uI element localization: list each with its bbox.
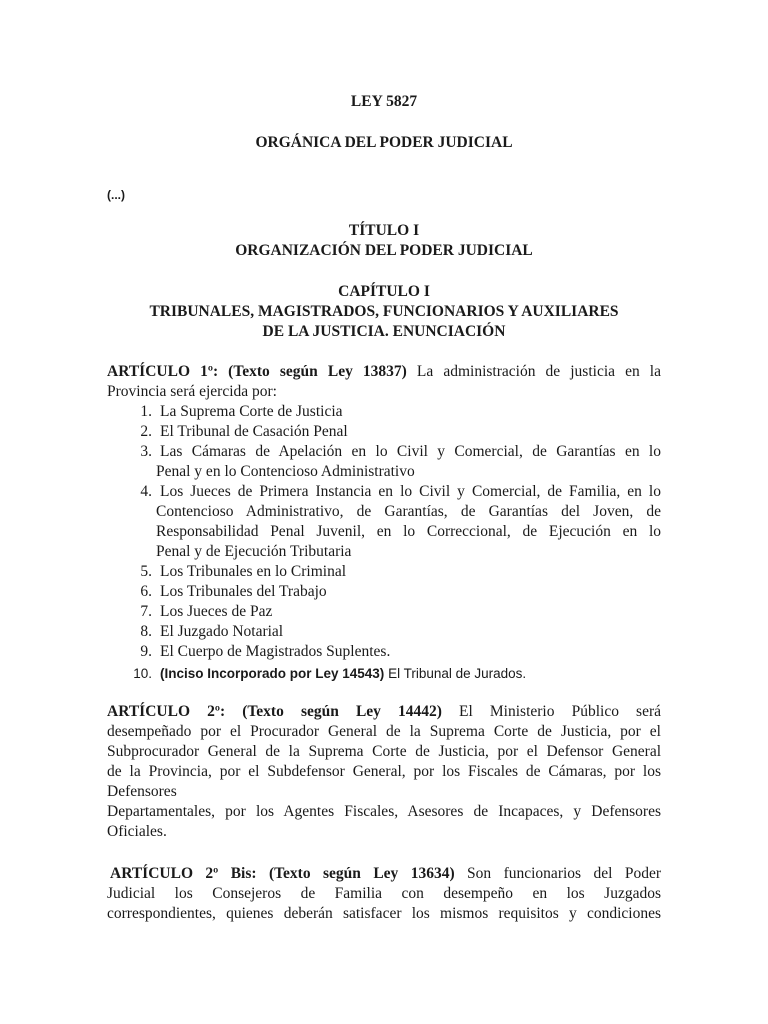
list-item-text: [154, 442, 661, 482]
list-item-number: 7.: [140, 603, 152, 620]
articulo-2-bis-line1-text: Son funcionarios del Poder: [467, 865, 661, 882]
articulo-2-bis-heading: ARTÍCULO 2º Bis: (Texto según Ley 13634): [110, 865, 455, 882]
law-title: ORGÁNICA DEL PODER JUDICIAL: [255, 134, 513, 151]
paragraph-line: Departamentales, por los Agentes Fiscales, Asesores de Incapaces, y Defensores: [107, 803, 661, 820]
paragraph-line: Defensores: [107, 783, 177, 800]
list-item: [107, 422, 661, 442]
list-item-number: 5.: [140, 563, 152, 580]
list-item-line: Penal y de Ejecución Tributaria: [156, 543, 352, 560]
list-item-number: 9.: [140, 643, 152, 660]
list-item-text: [154, 582, 661, 602]
list-item-line: El Tribunal de Casación Penal: [160, 423, 348, 440]
articulo-1-line2: Provincia será ejercida por:: [107, 383, 277, 400]
capitulo-name-line2: DE LA JUSTICIA. ENUNCIACIÓN: [262, 323, 506, 340]
law-number: LEY 5827: [350, 93, 418, 110]
list-item-number: 4.: [140, 483, 152, 500]
list-item-number: 2.: [140, 423, 152, 440]
list-item: [107, 562, 661, 582]
list-item-line: Contencioso Administrativo, de Garantías, de Garantías del Joven, de: [156, 503, 661, 520]
list-item-line: La Suprema Corte de Justicia: [160, 403, 343, 420]
paragraph-line: desempeñado por el Procurador General de la Suprema Corte de Justicia, por el: [107, 723, 661, 740]
list-item-line: Los Tribunales en lo Criminal: [160, 563, 346, 580]
list-item: [107, 402, 661, 422]
inciso-note: (Inciso Incorporado por Ley 14543): [160, 666, 385, 681]
articulo-2-bis: [107, 864, 661, 924]
capitulo-name-line1: TRIBUNALES, MAGISTRADOS, FUNCIONARIOS Y AUXILIARES: [149, 303, 619, 320]
list-item-line: Los Jueces de Paz: [160, 603, 273, 620]
articulo-2-bis-line1: [107, 864, 661, 884]
articulo-1-intro: [107, 362, 661, 402]
list-item-line: Responsabilidad Penal Juvenil, en lo Correccional, de Ejecución en lo: [156, 523, 661, 540]
titulo-name: ORGANIZACIÓN DEL PODER JUDICIAL: [235, 242, 533, 259]
list-item-line: Los Jueces de Primera Instancia en lo Civil y Comercial, de Familia, en lo: [160, 483, 661, 500]
list-item: [107, 622, 661, 642]
list-item-line: El Juzgado Notarial: [160, 623, 284, 640]
paragraph-line: Oficiales.: [107, 823, 167, 840]
articulo-1-line1: [107, 362, 661, 382]
list-item-number: 6.: [140, 583, 152, 600]
articulo-1-intro-text: La administración de justicia en la: [416, 363, 661, 380]
list-item: [107, 582, 661, 602]
list-item-text: [154, 422, 661, 442]
list-item: [107, 642, 661, 662]
list-item-text: [154, 402, 661, 422]
list-item: [107, 664, 661, 684]
list-item-line: Penal y en lo Contencioso Administrativo: [156, 463, 415, 480]
paragraph-line: Subprocurador General de la Suprema Corte de Justicia, por el Defensor General: [107, 743, 661, 760]
list-item: [107, 602, 661, 622]
articulo-2: [107, 702, 661, 842]
paragraph-line: de la Provincia, por el Subdefensor General, por los Fiscales de Cámaras, por los: [107, 763, 661, 780]
list-item-number: 3.: [140, 443, 152, 460]
list-item-text: [154, 664, 661, 684]
list-item-rest: El Tribunal de Jurados.: [388, 666, 527, 681]
list-item-line: Las Cámaras de Apelación en lo Civil y Comercial, de Garantías en lo: [160, 443, 661, 460]
capitulo-heading: CAPÍTULO I: [338, 283, 430, 300]
paragraph-line: Judicial los Consejeros de Familia con desempeño en los Juzgados: [107, 885, 661, 902]
list-item-line: El Cuerpo de Magistrados Suplentes.: [160, 643, 391, 660]
titulo-heading: TÍTULO I: [348, 222, 420, 239]
paragraph-line: correspondientes, quienes deberán satisfacer los mismos requisitos y condiciones: [107, 905, 661, 922]
list-item-text: [154, 602, 661, 622]
list-item-text: [154, 622, 661, 642]
articulo-1-heading: ARTÍCULO 1º: (Texto según Ley 13837): [107, 363, 407, 380]
articulo-2-line1-text: El Ministerio Público será: [459, 703, 661, 720]
list-item: [107, 482, 661, 562]
list-item-text: [154, 482, 661, 562]
list-item: [107, 442, 661, 482]
list-item-number: 1.: [140, 403, 152, 420]
list-item-number: 10.: [133, 666, 152, 681]
articulo-1-list: [107, 402, 661, 684]
list-item-text: [154, 642, 661, 662]
omission-marker: (...): [107, 188, 125, 202]
articulo-2-line1: [107, 702, 661, 722]
list-item-text: [154, 562, 661, 582]
list-item-line: Los Tribunales del Trabajo: [160, 583, 327, 600]
articulo-2-heading: ARTÍCULO 2º: (Texto según Ley 14442): [107, 703, 442, 720]
list-item-number: 8.: [140, 623, 152, 640]
